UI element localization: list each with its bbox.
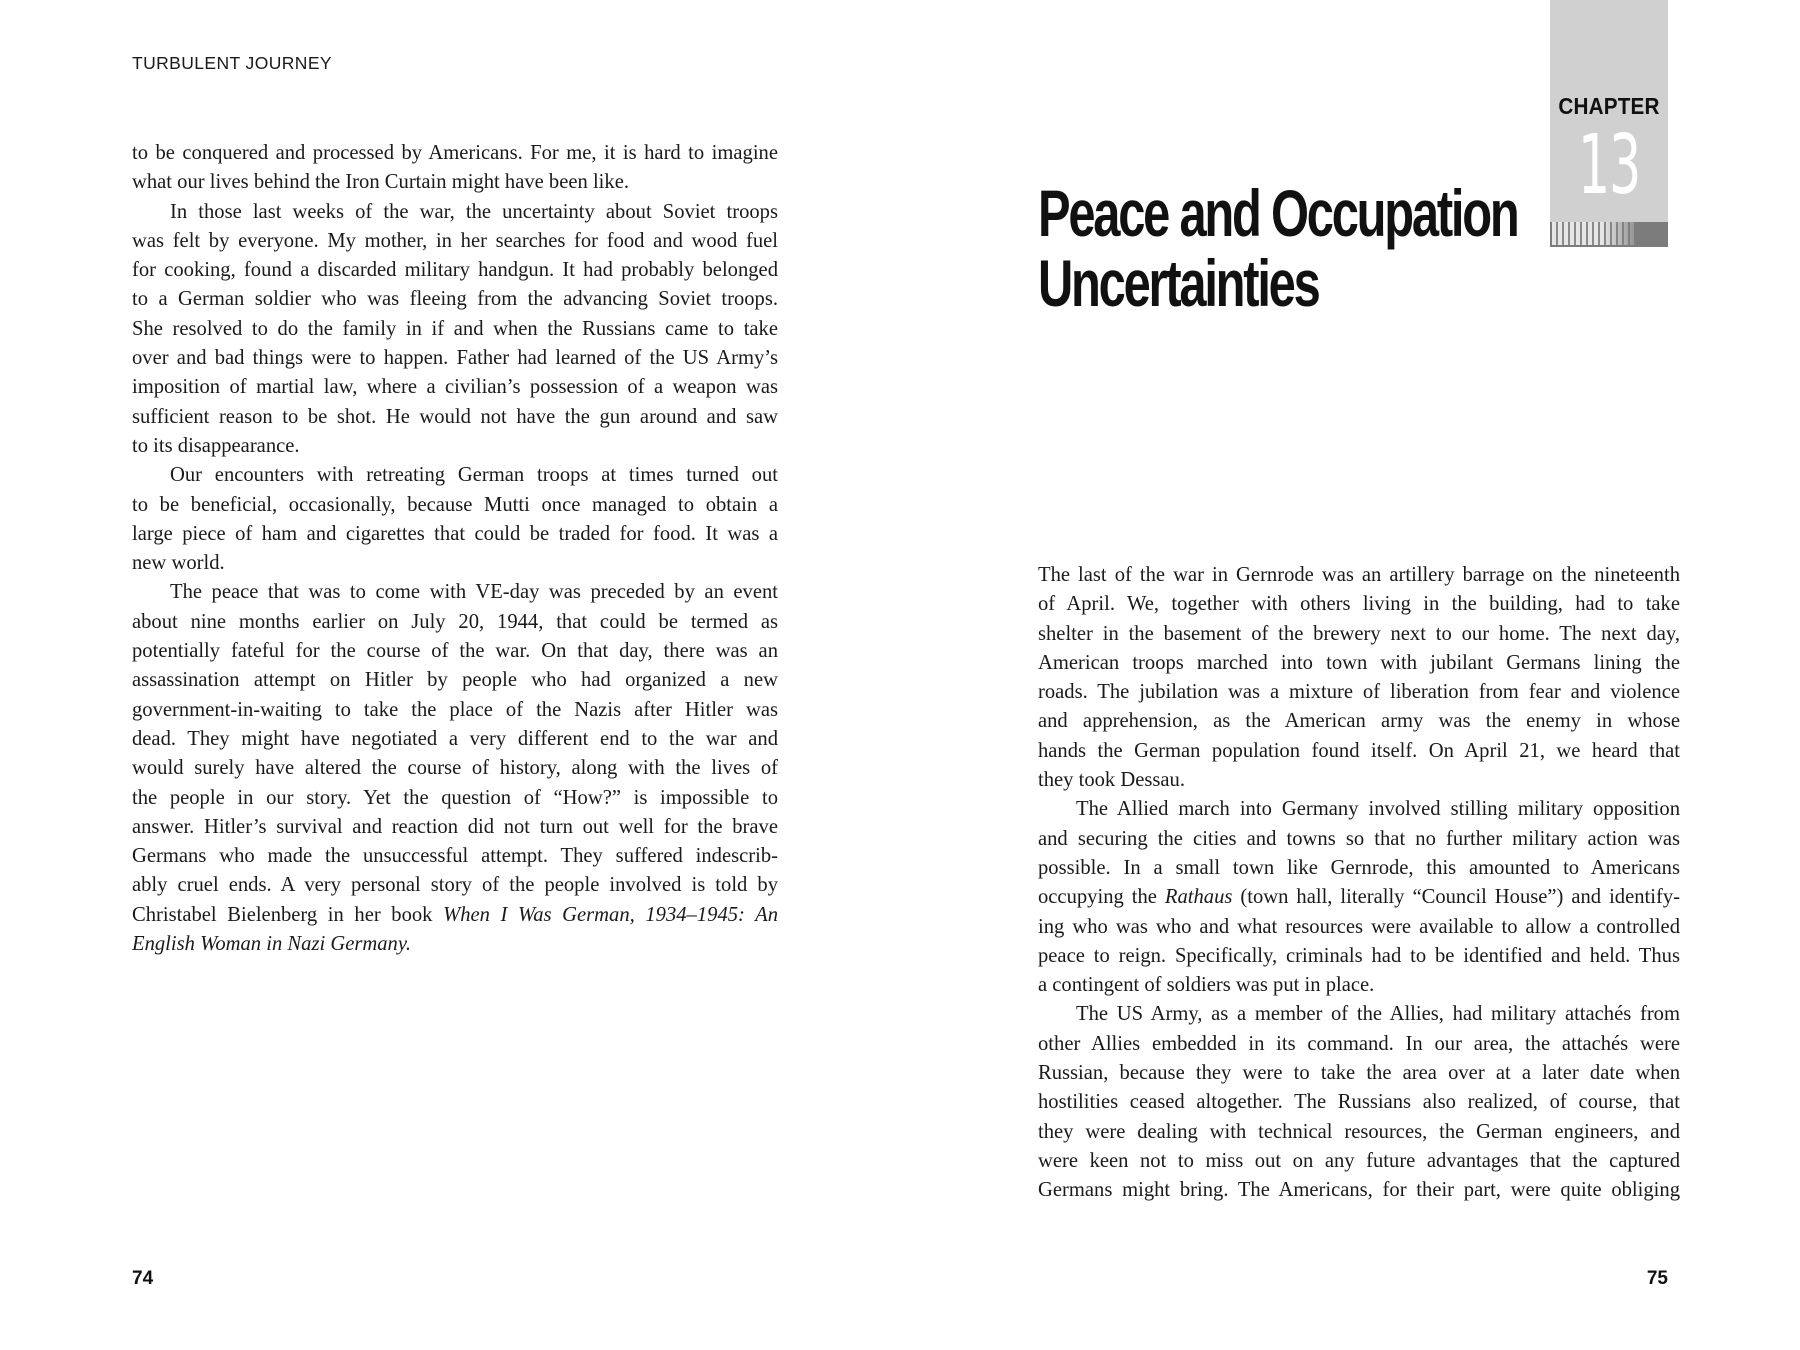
text-line: to a German soldier who was fleeing from the advancing Soviet troops. bbox=[132, 288, 778, 311]
paragraph bbox=[132, 578, 778, 959]
text-line: Germans who made the unsuccessful attempt. They suffered indescrib- bbox=[132, 845, 778, 868]
text-line: roads. The jubilation was a mixture of liberation from fear and violence bbox=[1038, 681, 1680, 704]
chapter-label: CHAPTER bbox=[1558, 93, 1660, 119]
text-line: over and bad things were to happen. Father had learned of the US Army’s bbox=[132, 347, 778, 370]
text-line: to be conquered and processed by Americans. For me, it is hard to imagine bbox=[132, 142, 778, 164]
citation-line bbox=[132, 901, 778, 930]
text-line: The US Army, as a member of the Allies, had military attachés from bbox=[1076, 1003, 1680, 1026]
rathaus-line bbox=[1038, 883, 1680, 912]
text-line: and apprehension, as the American army was the enemy in whose bbox=[1038, 710, 1680, 733]
book-title-italic: When I Was German, 1934–1945: An bbox=[443, 903, 778, 926]
text-line: a contingent of soldiers was put in place. bbox=[1038, 974, 1375, 997]
text-line: The peace that was to come with VE-day was preceded by an event bbox=[170, 581, 778, 604]
right-page-body bbox=[1038, 561, 1680, 1206]
text-line: for cooking, found a discarded military handgun. It had probably belonged bbox=[132, 259, 778, 282]
paragraph bbox=[132, 461, 778, 578]
text-line: possible. In a small town like Gernrode, this amounted to Americans bbox=[1038, 856, 1680, 879]
text-line: answer. Hitler’s survival and reaction did not turn out well for the brave bbox=[132, 815, 778, 838]
rathaus-italic: Rathaus bbox=[1164, 886, 1233, 909]
text-line: Russian, because they were to take the area over at a later date when bbox=[1038, 1062, 1680, 1085]
text-line: The last of the war in Gernrode was an artillery barrage on the nineteenth bbox=[1038, 564, 1680, 586]
left-page-body bbox=[132, 139, 778, 959]
text-line: sufficient reason to be shot. He would not have the gun around and saw bbox=[132, 405, 778, 428]
chapter-number: 13 bbox=[1577, 118, 1641, 213]
chapter-tab bbox=[1550, 0, 1668, 247]
text-line: what our lives behind the Iron Curtain might have been like. bbox=[132, 171, 629, 194]
text-line: hostilities ceased altogether. The Russians also realized, of course, that bbox=[1038, 1091, 1680, 1114]
paragraph bbox=[132, 139, 778, 198]
text-line bbox=[132, 930, 778, 959]
text-line: imposition of martial law, where a civilian’s possession of a weapon was bbox=[132, 376, 778, 399]
right-page bbox=[900, 0, 1800, 1350]
text-line: hands the German population found itself. On April 21, we heard that bbox=[1038, 739, 1680, 762]
chapter-title-line-1: Peace and Occupation bbox=[1038, 176, 1518, 250]
text-line: Germans might bring. The Americans, for their part, were quite obliging bbox=[1038, 1179, 1680, 1202]
text-line: would surely have altered the course of history, along with the lives of bbox=[132, 757, 778, 780]
text-line: they took Dessau. bbox=[1038, 769, 1185, 792]
citation-prefix: Christabel Bielenberg in her book bbox=[132, 903, 444, 926]
text-line: were keen not to miss out on any future advantages that the captured bbox=[1038, 1149, 1680, 1172]
text-line: American troops marched into town with jubilant Germans lining the bbox=[1038, 651, 1680, 674]
text-line: other Allies embedded in its command. In our area, the attachés were bbox=[1038, 1032, 1680, 1055]
text-line: about nine months earlier on July 20, 1944, that could be termed as bbox=[132, 610, 778, 633]
running-head: TURBULENT JOURNEY bbox=[132, 53, 332, 73]
page-number: 75 bbox=[1646, 1268, 1668, 1289]
text-line: potentially fateful for the course of the war. On that day, there was an bbox=[132, 640, 778, 663]
text-line: ably cruel ends. A very personal story of the people involved is told by bbox=[132, 874, 778, 897]
paragraph bbox=[1038, 795, 1680, 1000]
book-title-italic-end: English Woman in Nazi Germany. bbox=[132, 933, 411, 956]
text-line: peace to reign. Specifically, criminals had to be identified and held. Thus bbox=[1038, 944, 1680, 967]
text-line: assassination attempt on Hitler by people who had organized a new bbox=[132, 669, 778, 692]
text-line: they were dealing with technical resources, the German engineers, and bbox=[1038, 1120, 1680, 1143]
text-line: and securing the cities and towns so that no further military action was bbox=[1038, 827, 1680, 850]
barcode-bars-icon bbox=[1552, 222, 1636, 245]
text-line: was felt by everyone. My mother, in her searches for food and wood fuel bbox=[132, 229, 778, 252]
text-line: new world. bbox=[132, 552, 225, 575]
text-line: to its disappearance. bbox=[132, 434, 300, 457]
text-line: shelter in the basement of the brewery next to our home. The next day, bbox=[1038, 622, 1680, 645]
paragraph bbox=[1038, 561, 1680, 795]
barcode-stripe-decoration bbox=[1550, 222, 1668, 247]
text-fragment: (town hall, literally “Council House”) and identify- bbox=[1232, 886, 1680, 909]
text-line: the people in our story. Yet the question of “How?” is impossible to bbox=[132, 786, 778, 809]
text-line: government-in-waiting to take the place of the Nazis after Hitler was bbox=[132, 698, 778, 721]
text-fragment: occupying the bbox=[1038, 886, 1165, 909]
text-line: of April. We, together with others living in the building, had to take bbox=[1038, 593, 1680, 616]
text-line: large piece of ham and cigarettes that could be traded for food. It was a bbox=[132, 522, 778, 545]
text-line: The Allied march into Germany involved stilling military opposition bbox=[1076, 798, 1680, 821]
text-line: ing who was who and what resources were available to allow a controlled bbox=[1038, 915, 1680, 938]
paragraph bbox=[1038, 1000, 1680, 1205]
text-line: She resolved to do the family in if and when the Russians came to take bbox=[132, 317, 778, 340]
chapter-title bbox=[1038, 176, 1518, 320]
text-line: to be beneficial, occasionally, because Mutti once managed to obtain a bbox=[132, 493, 778, 516]
paragraph bbox=[132, 198, 778, 462]
text-line: In those last weeks of the war, the uncertainty about Soviet troops bbox=[170, 200, 778, 223]
text-line: dead. They might have negotiated a very different end to the war and bbox=[132, 727, 778, 750]
chapter-title-line-2: Uncertainties bbox=[1038, 246, 1319, 320]
page-number: 74 bbox=[132, 1268, 154, 1289]
text-line: Our encounters with retreating German troops at times turned out bbox=[170, 464, 778, 487]
